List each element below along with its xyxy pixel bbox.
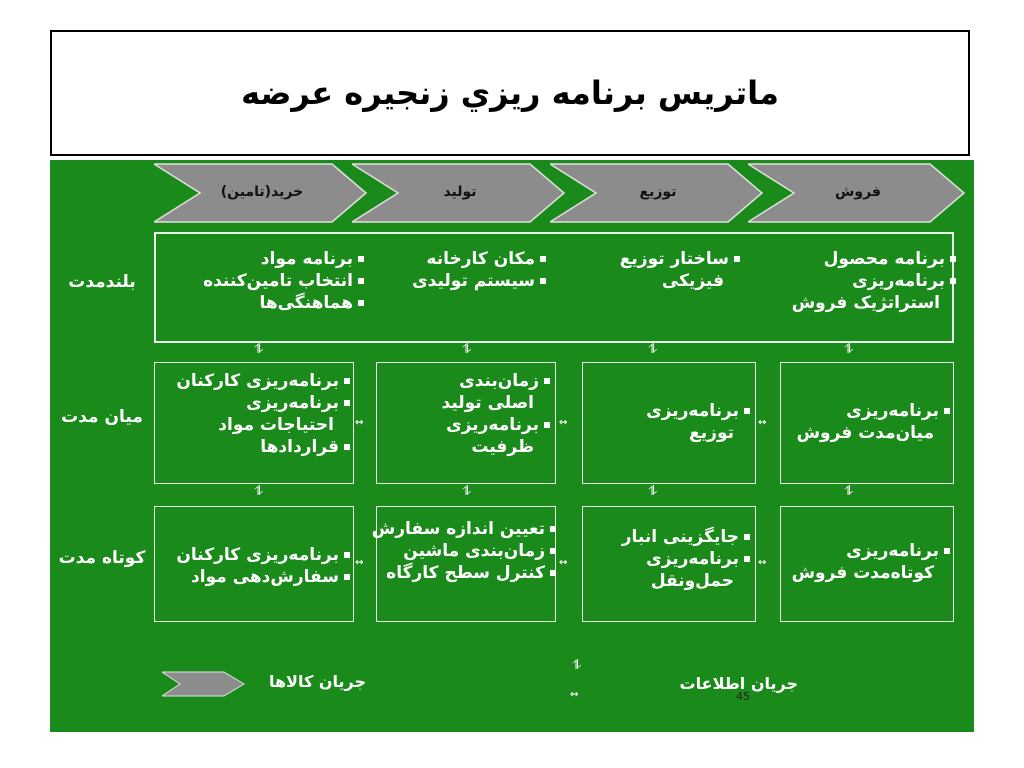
horizontal-flow-icon: ↔ xyxy=(559,414,568,430)
bullet-icon xyxy=(950,278,956,284)
list-item: حمل‌ونقل xyxy=(650,571,734,591)
cell-short-purchase xyxy=(154,544,350,588)
cell-mid-purchase xyxy=(154,370,350,458)
list-item: هماهنگی‌ها xyxy=(154,292,364,314)
info-flow-icon: ⥮ xyxy=(254,342,264,357)
info-flow-icon: ⥮ xyxy=(462,342,472,357)
bullet-icon xyxy=(944,548,950,554)
list-item: احتیاجات مواد xyxy=(218,415,334,435)
list-item: کوتاه‌مدت فروش xyxy=(791,563,934,583)
bullet-icon xyxy=(540,278,546,284)
cell-mid-distribution xyxy=(590,400,750,444)
info-flow-icon: ⥮ xyxy=(462,484,472,499)
list-item: برنامه‌ریزی کارکنان xyxy=(154,370,350,392)
stage-distribution xyxy=(550,160,766,226)
bullet-icon xyxy=(744,534,750,540)
list-item: سیستم تولیدی xyxy=(376,270,546,292)
page-number: 45 xyxy=(736,690,750,703)
row-label-mid-term: ميان مدت xyxy=(61,407,143,427)
stage-label-production: توليد xyxy=(443,184,477,200)
bullet-icon xyxy=(540,256,546,262)
bullet-icon xyxy=(550,570,556,576)
horizontal-flow-icon: ↔ xyxy=(758,414,767,430)
stage-purchase xyxy=(154,160,370,226)
bullet-icon xyxy=(344,378,350,384)
list-item: ظرفیت xyxy=(471,437,534,457)
bullet-icon xyxy=(344,574,350,580)
list-item: اصلی تولید xyxy=(441,393,534,413)
list-item: برنامه محصول xyxy=(766,248,956,270)
horizontal-flow-icon: ↔ xyxy=(758,554,767,570)
list-item: جایگزینی انبار xyxy=(590,526,750,548)
info-flow-legend-label: جريان اطلاعات xyxy=(679,674,798,693)
bullet-icon xyxy=(358,278,364,284)
info-flow-icon: ⥮ xyxy=(648,342,658,357)
bullet-icon xyxy=(550,526,556,532)
horizontal-flow-legend-icon: ↔ xyxy=(570,686,579,702)
stage-label-sales: فروش xyxy=(835,184,881,200)
list-item: توزیع xyxy=(689,423,734,443)
list-item: فیزیکی xyxy=(661,271,724,291)
list-item: برنامه‌ریزی xyxy=(766,270,956,292)
info-flow-icon: ⥮ xyxy=(844,484,854,499)
cell-long-production xyxy=(376,248,546,292)
bullet-icon xyxy=(358,300,364,306)
cell-long-sales xyxy=(766,248,956,314)
cell-mid-production xyxy=(380,370,550,458)
bullet-icon xyxy=(944,408,950,414)
info-flow-icon: ⥮ xyxy=(648,484,658,499)
stage-label-purchase: خريد(تامين) xyxy=(220,184,304,200)
bullet-icon xyxy=(950,256,956,262)
list-item: مکان کارخانه xyxy=(376,248,546,270)
list-item: برنامه‌ریزی xyxy=(380,414,550,436)
list-item: سفارش‌دهی مواد xyxy=(154,566,350,588)
bullet-icon xyxy=(344,400,350,406)
horizontal-flow-icon: ↔ xyxy=(559,554,568,570)
list-item: تعیین اندازه سفارش xyxy=(378,518,556,540)
list-item: کنترل سطح کارگاه xyxy=(378,562,556,584)
bullet-icon xyxy=(744,408,750,414)
stage-production xyxy=(352,160,568,226)
info-flow-icon: ⥮ xyxy=(844,342,854,357)
bullet-icon xyxy=(358,256,364,262)
bullet-icon xyxy=(734,256,740,262)
bullet-icon xyxy=(744,556,750,562)
stage-sales xyxy=(748,160,968,226)
matrix-panel xyxy=(50,160,974,732)
list-item: برنامه‌ریزی xyxy=(154,392,350,414)
bullet-icon xyxy=(344,444,350,450)
list-item: ساختار توزیع xyxy=(580,248,740,270)
list-item: برنامه‌ریزی xyxy=(590,548,750,570)
cell-long-purchase xyxy=(154,248,364,314)
horizontal-flow-icon: ↔ xyxy=(355,414,364,430)
row-label-short-term: کوتاه مدت xyxy=(58,548,146,568)
goods-flow-legend-arrow xyxy=(162,670,246,698)
list-item: انتخاب تامین‌کننده xyxy=(154,270,364,292)
list-item: برنامه مواد xyxy=(154,248,364,270)
info-flow-legend-icon: ⥮ xyxy=(572,658,582,673)
bullet-icon xyxy=(344,552,350,558)
info-flow-icon: ⥮ xyxy=(254,484,264,499)
list-item: میان‌مدت فروش xyxy=(796,423,934,443)
stage-label-distribution: توزيع xyxy=(639,184,677,200)
list-item: زمان‌بندی ماشین xyxy=(378,540,556,562)
cell-long-distribution xyxy=(580,248,740,292)
list-item: قراردادها xyxy=(154,436,350,458)
list-item: برنامه‌ریزی xyxy=(590,400,750,422)
cell-short-distribution xyxy=(590,526,750,592)
list-item: زمان‌بندی xyxy=(380,370,550,392)
list-item: استراتژیک فروش xyxy=(791,293,940,313)
horizontal-flow-icon: ↔ xyxy=(355,554,364,570)
list-item: برنامه‌ریزی xyxy=(784,400,950,422)
page-title: ماتریس برنامه ریزي زنجیره عرضه xyxy=(241,74,779,112)
cell-short-production xyxy=(371,518,556,584)
list-item: برنامه‌ریزی کارکنان xyxy=(154,544,350,566)
row-label-long-term: بلندمدت xyxy=(68,272,136,292)
title-box xyxy=(50,30,970,156)
bullet-icon xyxy=(550,548,556,554)
bullet-icon xyxy=(544,378,550,384)
cell-mid-sales xyxy=(784,400,950,444)
goods-flow-legend-label: جريان کالاها xyxy=(268,672,366,691)
bullet-icon xyxy=(544,422,550,428)
list-item: برنامه‌ریزی xyxy=(784,540,950,562)
cell-short-sales xyxy=(784,540,950,584)
